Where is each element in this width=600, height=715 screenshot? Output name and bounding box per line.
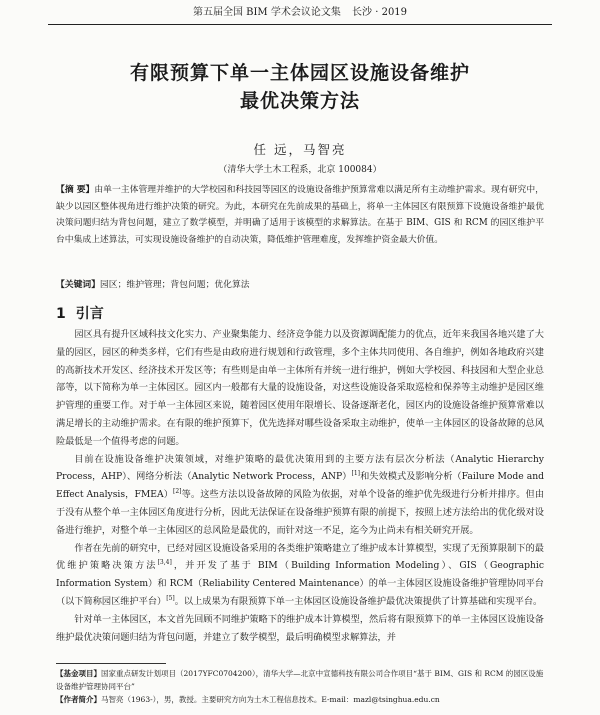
citation: [1] xyxy=(351,470,361,478)
header-rule xyxy=(48,24,552,25)
affiliation: （清华大学土木工程系，北京 100084） xyxy=(218,165,382,175)
paragraph-text: 园区具有提升区域科技文化实力、产业聚集能力、经济竞争能力以及资源调配能力的优点，近年来我国各地兴建了大量的园区，园区的种类多样，它们有些是由政府进行规划和行政管理，多个主体共同使用、各自维护，例如各地政府兴建的高新技术开发区、经济技术开发区等；有些则是由单一主体所有并统一进行维护，例如大学校园、科技园和大型企业总部等，以下简称为单一主体园区。园区内一般都有大量的设施设备，对这些设施设备采取巡检和保养等主动维护是园区维护管理的重要工作。对于单一主体园区来说，随着园区使用年限增长、设备逐渐老化，园区内的设施设备维护预算常难以满足增长的主动维护需求。在有限的维护预算下，优先选择对哪些设备采取主动维护，使单一主体园区的设备故障的总风险最低是一个值得考虑的问题。 xyxy=(56,329,544,447)
citation: [5] xyxy=(166,594,175,602)
keywords-text: 园区；维护管理；背包问题；优化算法 xyxy=(100,280,250,290)
paragraph xyxy=(56,326,544,451)
author-bio-text: 马智亮（1963-），男，教授。主要研究方向为土木工程信息技术。E-mail：mazl@tsinghua.edu.cn xyxy=(101,695,440,704)
funding-label: 【基金项目】 xyxy=(56,669,101,678)
section-heading xyxy=(56,303,104,323)
abstract-text: 由单一主体管理并维护的大学校园和科技园等园区的设施设备维护预算常难以满足所有主动维护需求。现有研究中，缺少以园区整体视角进行维护决策的研究。为此，本研究在先前成果的基础上，将单一主体园区有限预算下设施设备维护最优决策问题归结为背包问题，建立了数学模型，并明确了适用于该模型的求解算法。在基于 BIM、GIS 和 RCM 的园区维护平台中集成上述算法，可实现设施设备维护的自动决策，降低维护管理难度，发挥维护资金最大价值。 xyxy=(56,185,544,245)
paragraph-text: 和失效模式及影响分析（Failure Mode and Effect Analysis，FMEA） xyxy=(56,471,544,501)
section-number: 1 xyxy=(56,306,66,322)
footnote-rule xyxy=(56,663,166,664)
conference-name: 第五届全国 BIM 学术会议论文集 xyxy=(192,7,341,18)
paragraph xyxy=(56,540,544,611)
authors: 任 远，马智亮 xyxy=(253,142,347,157)
keywords xyxy=(56,277,544,293)
author-note xyxy=(56,693,544,706)
paragraph-text: 针对单一主体园区，本文首先回顾不同维护策略下的维护成本计算模型，然后将有限预算下的单一主体园区设施设备维护最优决策问题归结为背包问题，并建立了数学模型，最后明确模型求解算法，并 xyxy=(56,613,544,643)
funding-text: 国家重点研发计划项目（2017YFC0704200），清华大学—北京中宣德科技有限公司合作项目“基于 BIM、GIS 和 RCM 的园区设施设备维护管理协同平台” xyxy=(56,669,544,691)
body-text xyxy=(56,326,544,646)
section-title: 引言 xyxy=(75,306,104,322)
keywords-label: 【关键词】 xyxy=(56,280,100,290)
citation: [2] xyxy=(173,488,182,496)
abstract-label: 【摘 要】 xyxy=(56,185,95,195)
paragraph-text: 。以上成果为有限预算下单一主体园区设施设备维护最优决策提供了计算基础和实现平台。 xyxy=(174,595,543,607)
paragraph xyxy=(56,451,544,540)
running-header xyxy=(0,0,600,26)
funding-note xyxy=(56,667,544,693)
paragraph-text: 作者在先前的研究中，已经对园区设施设备采用的各类维护策略建立了维护成本计算模型，实现了无预算限制下的最优维护策略决策方法 xyxy=(56,542,544,572)
author-bio-label: 【作者简介】 xyxy=(56,695,101,704)
paragraph-text: ，并开发了基于 BIM（Building Information Modeling）、GIS（Geographic Information System）和 RCM（Reliability Centered Maintenance）的单一主体园区设施设备维护管理协同平台（以下简称园区维护平台） xyxy=(56,560,544,607)
paper-title-line-1: 有限预算下单一主体园区设施设备维护 xyxy=(129,62,470,84)
paragraph xyxy=(56,611,544,647)
paragraph-text: 等。这些方法以设备故障的风险为依据，对单个设备的维护优先级进行分析并排序。但由于没有从整个单一主体园区角度进行分析，因此无法保证在设备维护预算有限的前提下，按照上述方法给出的优化级对设备进行维护，对整个单一主体园区的总风险是最优的，而针对这一不足，迄今为止尚未有相关研究开展。 xyxy=(56,489,544,536)
citation: [3,4] xyxy=(157,559,172,567)
paper-title-line-2: 最优决策方法 xyxy=(239,90,360,112)
footnotes xyxy=(56,667,544,706)
abstract xyxy=(56,182,544,248)
paragraph-text: 目前在设施设备维护决策领域，对维护策略的最优决策用到的主要方法有层次分析法（Analytic Hierarchy Process，AHP）、网络分析法（Analytic Network Process，ANP） xyxy=(56,453,544,483)
conference-location: 长沙 · 2019 xyxy=(352,7,408,18)
